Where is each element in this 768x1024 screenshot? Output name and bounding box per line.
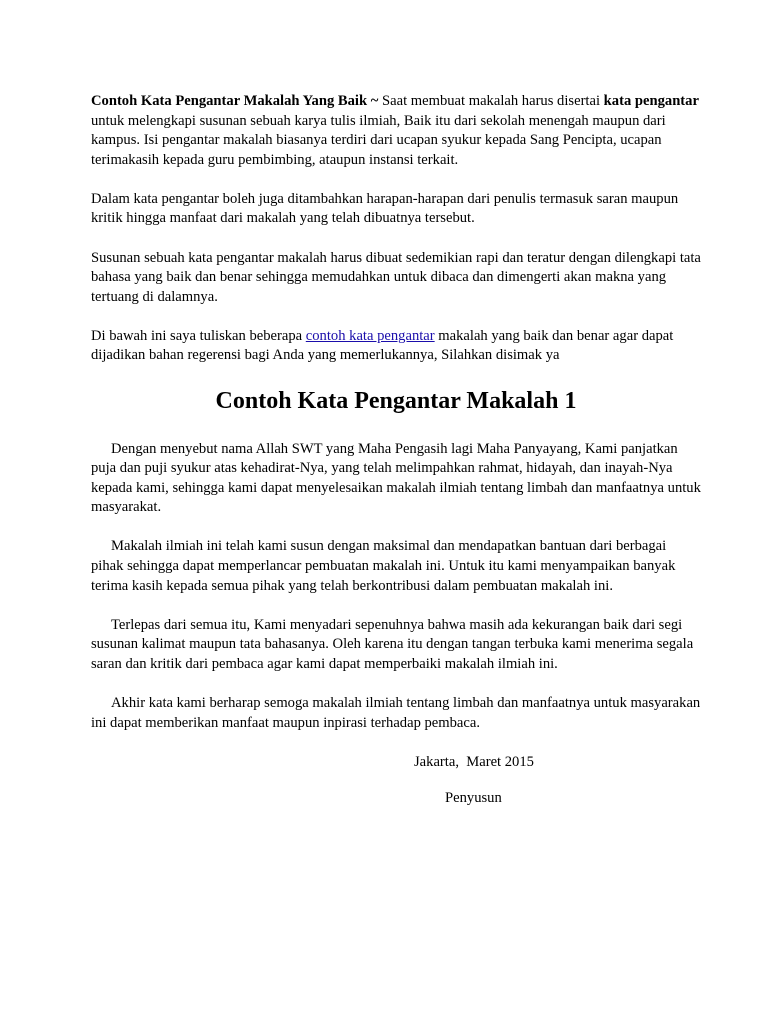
paragraph-4-text-b: makalah yang baik dan benar agar dapat dijadikan bahan regerensi bagi Anda yang memerlukannya, Silahkan disimak ya xyxy=(91,327,674,364)
document-page xyxy=(91,92,701,826)
example-paragraph-1: Dengan menyebut nama Allah SWT yang Maha Pengasih lagi Maha Panyayang, Kami panjatkan puja dan puji syukur atas kehadirat-Nya, yang telah melimpahkan rahmat, hidayah, dan inayah-Nya kepada kami, sehingga kami dapat menyelesaikan makalah ilmiah tentang limbah dan manfaatnya untuk masyarakat. xyxy=(91,440,701,516)
paragraph-3: Susunan sebuah kata pengantar makalah harus dibuat sedemikian rapi dan teratur dengan dilengkapi tata bahasa yang baik dan benar sehingga memudahkan untuk dibaca dan dimengerti akan makna yang tertuang di dalamnya. xyxy=(91,249,701,305)
author-signature: Penyusun xyxy=(445,790,502,807)
intro-paragraph xyxy=(91,92,701,170)
contoh-kata-pengantar-link[interactable]: contoh kata pengantar xyxy=(305,327,435,344)
intro-title: Contoh Kata Pengantar Makalah Yang Baik ~ xyxy=(91,93,379,109)
intro-keyword: kata pengantar xyxy=(603,93,699,109)
paragraph-4 xyxy=(91,327,701,366)
intro-text-a: Saat membuat makalah harus disertai xyxy=(378,93,604,109)
paragraph-2: Dalam kata pengantar boleh juga ditambahkan harapan-harapan dari penulis termasuk saran maupun kritik hingga manfaat dari makalah yang telah dibuatnya tersebut. xyxy=(91,190,679,227)
example-paragraph-3: Terlepas dari semua itu, Kami menyadari sepenuhnya bahwa masih ada kekurangan baik dari segi susunan kalimat maupun tata bahasanya. Oleh karena itu dengan tangan terbuka kami menerima segala saran dan kritik dari pembaca agar kami dapat memperbaiki makalah ilmiah ini. xyxy=(91,616,694,672)
example-paragraph-2: Makalah ilmiah ini telah kami susun dengan maksimal dan mendapatkan bantuan dari berbagai pihak sehingga dapat memperlancar pembuatan makalah ini. Untuk itu kami menyampaikan banyak terima kasih kepada semua pihak yang telah berkontribusi dalam pembuatan makalah ini. xyxy=(91,538,676,594)
section-title: Contoh Kata Pengantar Makalah 1 xyxy=(215,387,577,414)
place-date: Jakarta, Maret 2015 xyxy=(414,753,534,770)
example-paragraph-4: Akhir kata kami berharap semoga makalah ilmiah tentang limbah dan manfaatnya untuk masyarakan ini dapat memberikan manfaat maupun inpirasi terhadap pembaca. xyxy=(91,694,701,731)
paragraph-4-text-a: Di bawah ini saya tuliskan beberapa xyxy=(91,327,306,344)
intro-text-b: untuk melengkapi susunan sebuah karya tulis ilmiah, Baik itu dari sekolah menengah maupun dari kampus. Isi pengantar makalah biasanya terdiri dari ucapan syukur kepada Sang Pencipta, ucapan terimakasih kepada guru pembimbing, ataupun instansi terkait. xyxy=(91,112,666,168)
